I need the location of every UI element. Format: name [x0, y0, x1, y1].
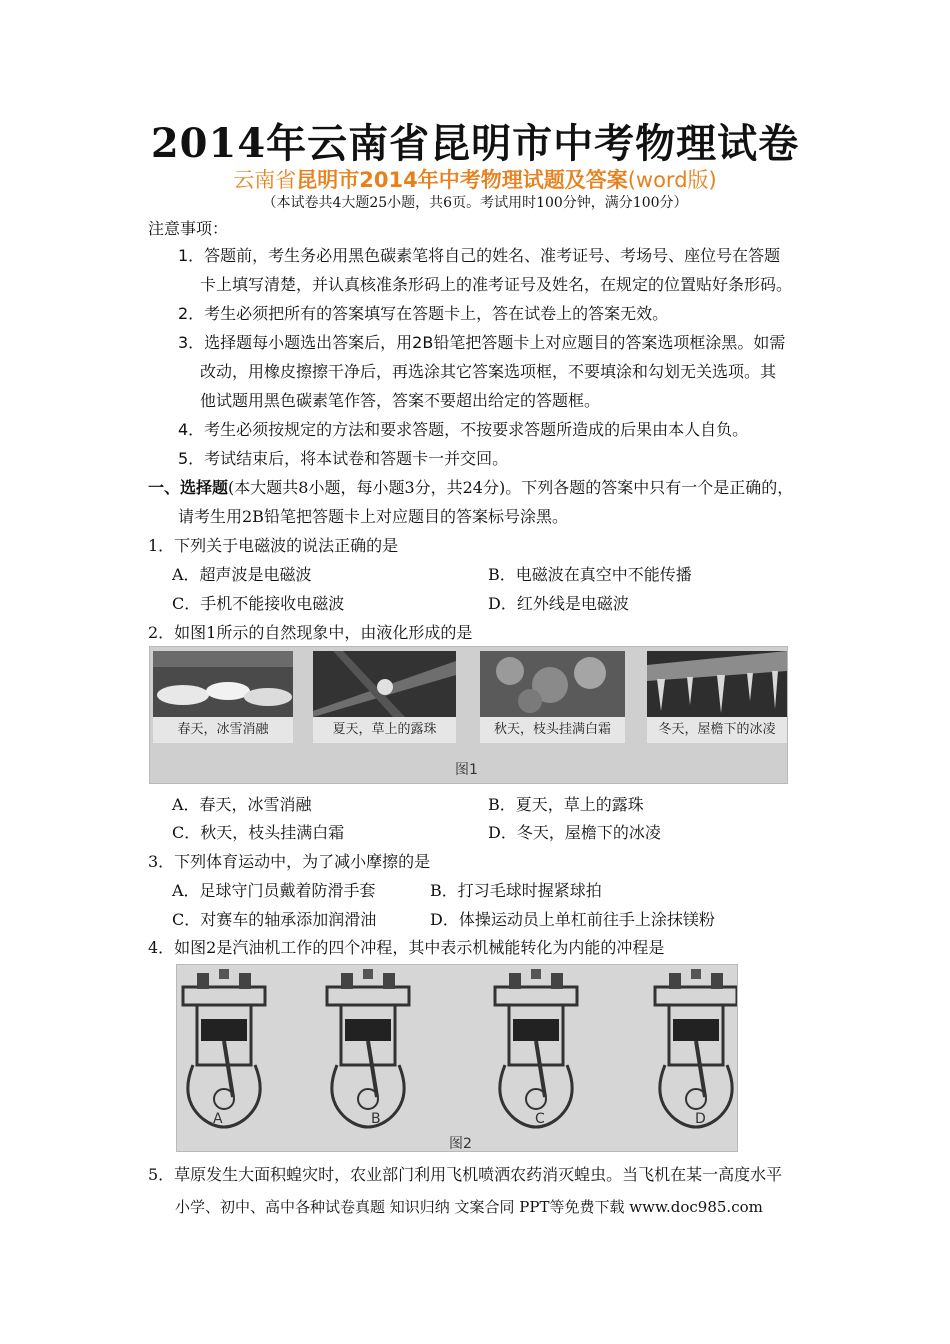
notice-line: 改动，用橡皮擦擦干净后，再选涂其它答案选项框，不要填涂和勾划无关选项。其 — [200, 362, 777, 381]
question-3-stem: 3．下列体育运动中，为了减小摩擦的是 — [148, 852, 431, 871]
document-subtitle — [0, 164, 950, 194]
notice-line: 2．考生必须把所有的答案填写在答题卡上，答在试卷上的答案无效。 — [178, 304, 669, 323]
figure-1-label: 图1 — [455, 762, 478, 778]
section-heading — [148, 478, 793, 498]
engine-label-a: A — [213, 1111, 223, 1127]
question-5-stem: 5．草原发生大面积蝗灾时，农业部门利用飞机喷洒农药消灭蝗虫。当飞机在某一高度水平 — [148, 1165, 783, 1184]
notice-line: 他试题用黑色碳素笔作答，答案不要超出给定的答题框。 — [200, 391, 601, 410]
caption-4: 冬天，屋檐下的冰凌 — [647, 717, 787, 743]
section-desc: (本大题共8小题，每小题3分，共24分)。下列各题的答案中只有一个是正确的， — [228, 478, 794, 497]
question-1-stem: 1．下列关于电磁波的说法正确的是 — [148, 536, 399, 555]
notice-title: 注意事项： — [148, 219, 229, 238]
notice-line: 5．考试结束后，将本试卷和答题卡一并交回。 — [178, 449, 509, 468]
photo-summer-dew — [313, 651, 456, 743]
figure-1 — [149, 646, 788, 784]
q1-option-d: D．红外线是电磁波 — [488, 594, 629, 613]
question-4-stem: 4．如图2是汽油机工作的四个冲程，其中表示机械能转化为内能的冲程是 — [148, 938, 665, 957]
subtitle-plain: 云南省 — [233, 168, 297, 192]
notice-line: 卡上填写清楚，并认真核准条形码上的准考证号及姓名，在规定的位置贴好条形码。 — [200, 275, 793, 294]
exam-info: （本试卷共4大题25小题，共6页。考试用时100分钟，满分100分） — [262, 195, 688, 211]
q3-option-a: A．足球守门员戴着防滑手套 — [172, 881, 376, 900]
q3-option-d: D．体操运动员上单杠前往手上涂抹镁粉 — [430, 910, 715, 929]
subtitle-bold: 昆明市2014年中考物理试题及答案 — [296, 168, 628, 192]
caption-2: 夏天，草上的露珠 — [313, 717, 456, 743]
caption-1: 春天，冰雪消融 — [153, 717, 293, 743]
caption-3: 秋天，枝头挂满白霜 — [480, 717, 625, 743]
question-2-stem: 2．如图1所示的自然现象中，由液化形成的是 — [148, 623, 473, 642]
document-title: 2014年云南省昆明市中考物理试卷 — [150, 120, 800, 167]
figure-2 — [176, 964, 738, 1152]
engine-label-b: B — [371, 1111, 381, 1127]
figure-2-label: 图2 — [449, 1136, 472, 1152]
page-footer: 小学、初中、高中各种试卷真题 知识归纳 文案合同 PPT等免费下载 www.doc985.com — [175, 1198, 763, 1216]
engine-label-c: C — [535, 1111, 545, 1127]
notice-line: 3．选择题每小题选出答案后，用2B铅笔把答题卡上对应题目的答案选项框涂黑。如需 — [178, 333, 786, 352]
q2-option-d: D．冬天，屋檐下的冰凌 — [488, 823, 661, 842]
notice-line: 1．答题前，考生务必用黑色碳素笔将自己的姓名、准考证号、考场号、座位号在答题 — [178, 246, 781, 265]
q3-option-b: B．打习毛球时握紧球拍 — [430, 881, 602, 900]
section-desc-2: 请考生用2B铅笔把答题卡上对应题目的答案标号涂黑。 — [178, 507, 568, 526]
q1-option-b: B．电磁波在真空中不能传播 — [488, 565, 692, 584]
engine-strokes-diagram — [177, 965, 737, 1151]
photo-winter-icicles — [647, 651, 787, 743]
notice-line: 4．考生必须按规定的方法和要求答题，不按要求答题所造成的后果由本人自负。 — [178, 420, 749, 439]
photo-spring-snow — [153, 651, 293, 743]
q2-option-b: B．夏天，草上的露珠 — [488, 795, 644, 814]
engine-label-d: D — [695, 1111, 706, 1127]
photo-autumn-frost — [480, 651, 625, 743]
q2-option-a: A．春天，冰雪消融 — [172, 795, 312, 814]
q3-option-c: C．对赛车的轴承添加润滑油 — [172, 910, 377, 929]
q1-option-c: C．手机不能接收电磁波 — [172, 594, 345, 613]
q2-option-c: C．秋天，枝头挂满白霜 — [172, 823, 345, 842]
q1-option-a: A．超声波是电磁波 — [172, 565, 312, 584]
subtitle-tail: (word版) — [627, 168, 717, 192]
section-title: 一、选择题 — [148, 478, 229, 497]
